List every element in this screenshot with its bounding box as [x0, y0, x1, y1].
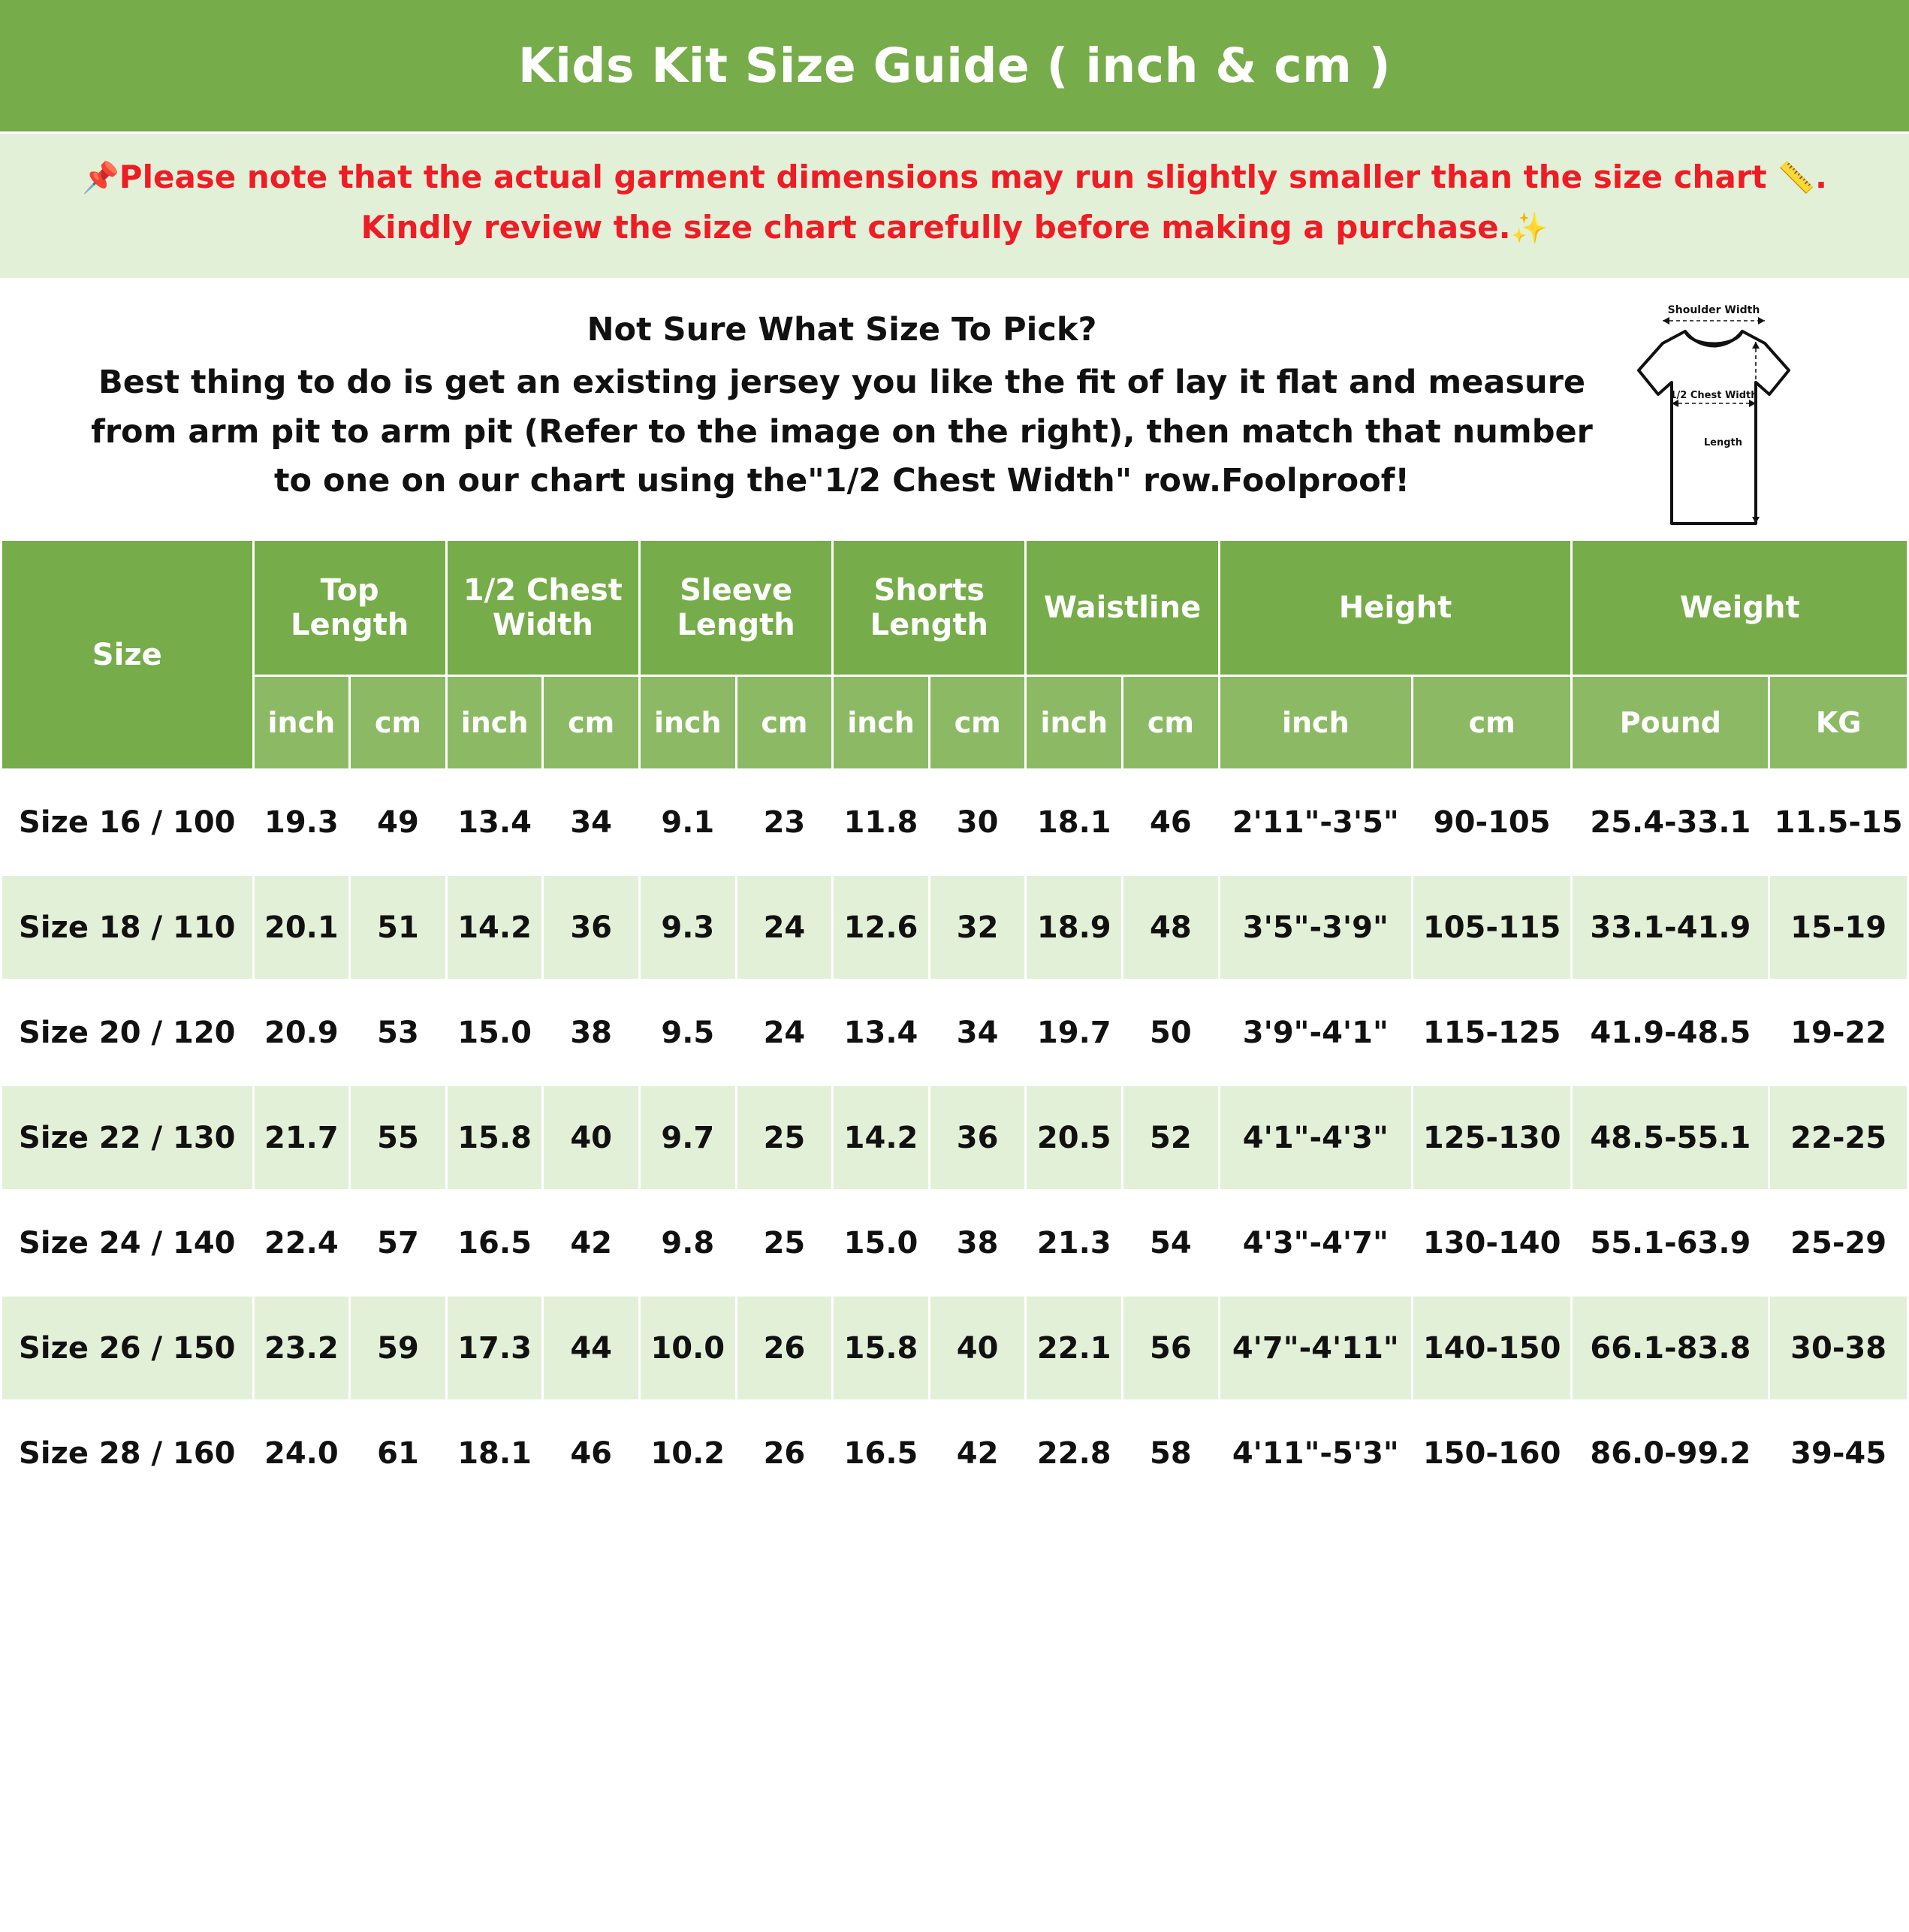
cell-shorts-cm: 42 [929, 1401, 1026, 1506]
header-size: Size [2, 540, 254, 770]
tshirt-diagram [1616, 298, 1811, 576]
cell-waist-cm: 54 [1123, 1191, 1220, 1296]
cell-waist-cm: 52 [1123, 1085, 1220, 1191]
cell-chest-cm: 44 [543, 1296, 640, 1401]
title-bar [0, 0, 1909, 134]
cell-top-length-inch: 20.9 [253, 980, 350, 1085]
cell-top-length-cm: 49 [350, 770, 447, 875]
table-row [2, 1191, 1908, 1296]
cell-sleeve-cm: 24 [736, 875, 833, 980]
cell-weight-kg: 19-22 [1769, 980, 1908, 1085]
cell-weight-pound: 41.9-48.5 [1572, 980, 1769, 1085]
unit-shorts-cm: cm [929, 676, 1026, 770]
cell-chest-cm: 38 [543, 980, 640, 1085]
cell-top-length-inch: 21.7 [253, 1085, 350, 1191]
cell-weight-pound: 48.5-55.1 [1572, 1085, 1769, 1191]
cell-chest-inch: 13.4 [446, 770, 543, 875]
cell-sleeve-inch: 9.7 [639, 1085, 736, 1191]
cell-chest-inch: 14.2 [446, 875, 543, 980]
unit-header-row [2, 676, 1908, 770]
cell-shorts-cm: 34 [929, 980, 1026, 1085]
advice-heading: Not Sure What Size To Pick? [587, 310, 1097, 349]
cell-size: Size 18 / 110 [2, 875, 254, 980]
svg-text:1/2 Chest Width: 1/2 Chest Width [1669, 389, 1758, 401]
cell-weight-kg: 22-25 [1769, 1085, 1908, 1191]
cell-chest-cm: 40 [543, 1085, 640, 1191]
cell-sleeve-inch: 9.1 [639, 770, 736, 875]
cell-height-cm: 105-115 [1412, 875, 1572, 980]
unit-height-cm: cm [1412, 676, 1572, 770]
unit-chest-cm: cm [543, 676, 640, 770]
page-title: Kids Kit Size Guide ( inch & cm ) [517, 38, 1391, 93]
svg-text:Length: Length [1703, 436, 1742, 448]
unit-waist-inch: inch [1026, 676, 1123, 770]
cell-height-cm: 130-140 [1412, 1191, 1572, 1296]
cell-weight-pound: 33.1-41.9 [1572, 875, 1769, 980]
cell-weight-pound: 66.1-83.8 [1572, 1296, 1769, 1401]
unit-top-length-inch: inch [253, 676, 350, 770]
note-line-2 [30, 205, 1879, 251]
cell-sleeve-cm: 25 [736, 1085, 833, 1191]
cell-top-length-cm: 51 [350, 875, 447, 980]
cell-top-length-inch: 24.0 [253, 1401, 350, 1506]
cell-sleeve-inch: 9.8 [639, 1191, 736, 1296]
cell-size: Size 24 / 140 [2, 1191, 254, 1296]
sparkle-icon: ✨ [1510, 210, 1549, 246]
cell-top-length-inch: 22.4 [253, 1191, 350, 1296]
unit-sleeve-cm: cm [736, 676, 833, 770]
cell-shorts-cm: 32 [929, 875, 1026, 980]
cell-waist-cm: 56 [1123, 1296, 1220, 1401]
advice-line-3: to one on our chart using the"1/2 Chest Width" row.Foolproof! [273, 462, 1410, 500]
table-row [2, 1296, 1908, 1401]
cell-shorts-cm: 36 [929, 1085, 1026, 1191]
table-row [2, 770, 1908, 875]
header-half-chest-width: 1/2 Chest Width [446, 540, 639, 676]
unit-sleeve-inch: inch [639, 676, 736, 770]
cell-chest-inch: 17.3 [446, 1296, 543, 1401]
cell-weight-kg: 15-19 [1769, 875, 1908, 980]
cell-chest-inch: 16.5 [446, 1191, 543, 1296]
header-weight: Weight [1572, 540, 1908, 676]
unit-shorts-inch: inch [833, 676, 930, 770]
cell-sleeve-cm: 24 [736, 980, 833, 1085]
advice-line-2: from arm pit to arm pit (Refer to the image on the right), then match that number [91, 412, 1593, 451]
cell-size: Size 28 / 160 [2, 1401, 254, 1506]
cell-weight-pound: 25.4-33.1 [1572, 770, 1769, 875]
cell-sleeve-inch: 10.2 [639, 1401, 736, 1506]
cell-weight-kg: 11.5-15 [1769, 770, 1908, 875]
advice-band [0, 280, 1909, 539]
cell-chest-cm: 46 [543, 1401, 640, 1506]
cell-shorts-cm: 40 [929, 1296, 1026, 1401]
cell-height-inch: 4'7"-4'11" [1219, 1296, 1412, 1401]
cell-sleeve-inch: 10.0 [639, 1296, 736, 1401]
cell-shorts-inch: 13.4 [833, 980, 930, 1085]
cell-waist-cm: 58 [1123, 1401, 1220, 1506]
ruler-icon: 📏 [1778, 161, 1816, 195]
cell-sleeve-cm: 23 [736, 770, 833, 875]
svg-text:Shoulder Width: Shoulder Width [1667, 303, 1760, 316]
cell-shorts-cm: 38 [929, 1191, 1026, 1296]
cell-size: Size 22 / 130 [2, 1085, 254, 1191]
cell-waist-inch: 22.1 [1026, 1296, 1123, 1401]
unit-chest-inch: inch [446, 676, 543, 770]
unit-height-inch: inch [1219, 676, 1412, 770]
note-band [0, 134, 1909, 280]
cell-sleeve-inch: 9.3 [639, 875, 736, 980]
cell-top-length-cm: 55 [350, 1085, 447, 1191]
unit-weight-kg: KG [1769, 676, 1908, 770]
cell-sleeve-cm: 25 [736, 1191, 833, 1296]
note-line-1 [30, 155, 1879, 201]
cell-shorts-inch: 15.0 [833, 1191, 930, 1296]
header-waistline: Waistline [1026, 540, 1219, 676]
cell-shorts-inch: 14.2 [833, 1085, 930, 1191]
cell-height-inch: 3'5"-3'9" [1219, 875, 1412, 980]
cell-weight-kg: 30-38 [1769, 1296, 1908, 1401]
cell-chest-inch: 15.8 [446, 1085, 543, 1191]
cell-chest-cm: 36 [543, 875, 640, 980]
cell-waist-inch: 18.1 [1026, 770, 1123, 875]
cell-height-inch: 2'11"-3'5" [1219, 770, 1412, 875]
table-row [2, 980, 1908, 1085]
cell-height-cm: 125-130 [1412, 1085, 1572, 1191]
cell-waist-cm: 46 [1123, 770, 1220, 875]
table-row [2, 875, 1908, 980]
unit-waist-cm: cm [1123, 676, 1220, 770]
cell-sleeve-inch: 9.5 [639, 980, 736, 1085]
cell-top-length-inch: 23.2 [253, 1296, 350, 1401]
size-chart-table [0, 539, 1909, 1507]
advice-text [30, 303, 1879, 506]
cell-top-length-cm: 59 [350, 1296, 447, 1401]
cell-waist-inch: 18.9 [1026, 875, 1123, 980]
cell-top-length-inch: 20.1 [253, 875, 350, 980]
note-text-1: Please note that the actual garment dimensions may run slightly smaller than the size chart [119, 158, 1767, 195]
header-height: Height [1219, 540, 1572, 676]
header-sleeve-length: Sleeve Length [639, 540, 832, 676]
cell-size: Size 16 / 100 [2, 770, 254, 875]
header-shorts-length: Shorts Length [833, 540, 1026, 676]
cell-sleeve-cm: 26 [736, 1296, 833, 1401]
cell-waist-cm: 48 [1123, 875, 1220, 980]
cell-waist-inch: 21.3 [1026, 1191, 1123, 1296]
cell-waist-cm: 50 [1123, 980, 1220, 1085]
cell-height-inch: 4'3"-4'7" [1219, 1191, 1412, 1296]
cell-size: Size 26 / 150 [2, 1296, 254, 1401]
cell-height-inch: 3'9"-4'1" [1219, 980, 1412, 1085]
note-text-1-end: . [1815, 158, 1827, 195]
cell-chest-cm: 42 [543, 1191, 640, 1296]
cell-weight-pound: 55.1-63.9 [1572, 1191, 1769, 1296]
cell-weight-kg: 39-45 [1769, 1401, 1908, 1506]
cell-height-cm: 150-160 [1412, 1401, 1572, 1506]
cell-top-length-cm: 53 [350, 980, 447, 1085]
table-body [2, 770, 1908, 1506]
cell-chest-inch: 18.1 [446, 1401, 543, 1506]
cell-height-cm: 90-105 [1412, 770, 1572, 875]
cell-shorts-cm: 30 [929, 770, 1026, 875]
cell-shorts-inch: 11.8 [833, 770, 930, 875]
cell-top-length-cm: 61 [350, 1401, 447, 1506]
cell-waist-inch: 19.7 [1026, 980, 1123, 1085]
cell-weight-kg: 25-29 [1769, 1191, 1908, 1296]
cell-chest-inch: 15.0 [446, 980, 543, 1085]
unit-top-length-cm: cm [350, 676, 447, 770]
cell-height-cm: 115-125 [1412, 980, 1572, 1085]
cell-waist-inch: 20.5 [1026, 1085, 1123, 1191]
pin-icon: 📌 [81, 161, 119, 195]
cell-top-length-inch: 19.3 [253, 770, 350, 875]
cell-chest-cm: 34 [543, 770, 640, 875]
cell-height-inch: 4'11"-5'3" [1219, 1401, 1412, 1506]
cell-weight-pound: 86.0-99.2 [1572, 1401, 1769, 1506]
cell-shorts-inch: 12.6 [833, 875, 930, 980]
table-row [2, 1401, 1908, 1506]
cell-size: Size 20 / 120 [2, 980, 254, 1085]
table-row [2, 1085, 1908, 1191]
unit-weight-pound: Pound [1572, 676, 1769, 770]
note-text-2: Kindly review the size chart carefully before making a purchase. [360, 208, 1511, 246]
cell-waist-inch: 22.8 [1026, 1401, 1123, 1506]
cell-top-length-cm: 57 [350, 1191, 447, 1296]
cell-height-cm: 140-150 [1412, 1296, 1572, 1401]
header-top-length: Top Length [253, 540, 446, 676]
cell-shorts-inch: 15.8 [833, 1296, 930, 1401]
advice-line-1: Best thing to do is get an existing jersey you like the fit of lay it flat and measure [98, 364, 1585, 402]
cell-height-inch: 4'1"-4'3" [1219, 1085, 1412, 1191]
cell-sleeve-cm: 26 [736, 1401, 833, 1506]
cell-shorts-inch: 16.5 [833, 1401, 930, 1506]
